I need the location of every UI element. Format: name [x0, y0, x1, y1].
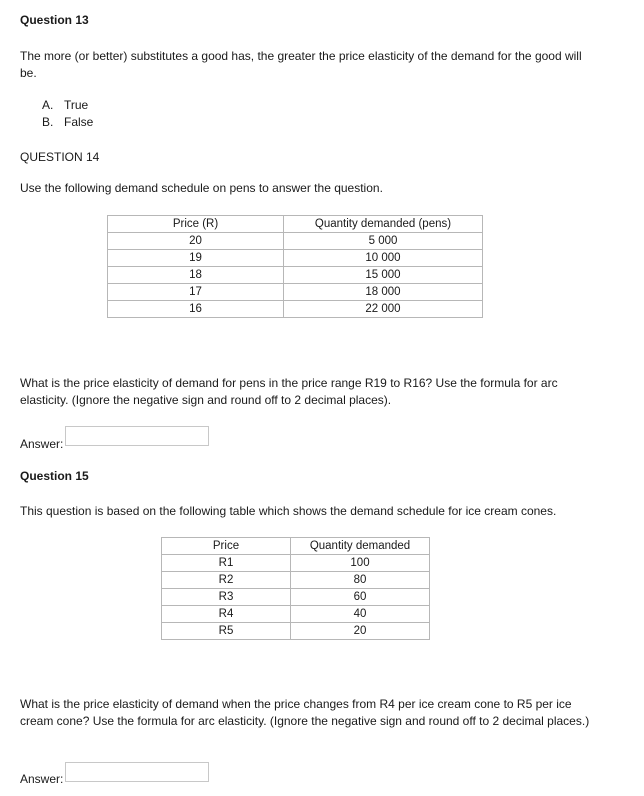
table-row [162, 606, 430, 623]
column-header-price: Price [162, 538, 291, 555]
table-row [108, 250, 483, 267]
table-cell: 18 [108, 267, 284, 284]
option-b-label: False [64, 115, 94, 129]
table-cell: 16 [108, 301, 284, 318]
table-cell: 20 [108, 233, 284, 250]
answer-input-14[interactable] [65, 426, 209, 446]
table-cell: 22 000 [284, 301, 483, 318]
option-b-letter: B. [42, 115, 54, 129]
column-header-price: Price (R) [108, 216, 284, 233]
table-cell: 15 000 [284, 267, 483, 284]
table-row [162, 555, 430, 572]
table-header-row [108, 216, 483, 233]
table-cell: 18 000 [284, 284, 483, 301]
question-14-text: What is the price elasticity of demand for pens in the price range R19 to R16? Use the formula for arc elasticity. (Ignore the negative sign and round off to 2 decimal places). [20, 376, 558, 407]
option-a-label: True [64, 98, 89, 112]
column-header-quantity: Quantity demanded (pens) [284, 216, 483, 233]
table-cell: 100 [291, 555, 430, 572]
question-13-text: The more (or better) substitutes a good has, the greater the price elasticity of the demand for the good will be. [20, 49, 582, 80]
table-row [108, 233, 483, 250]
column-header-quantity: Quantity demanded [291, 538, 430, 555]
answer-label-15: Answer: [20, 772, 64, 786]
table-row [162, 623, 430, 640]
table-cell: 10 000 [284, 250, 483, 267]
table-header-row [162, 538, 430, 555]
question-15-text: What is the price elasticity of demand when the price changes from R4 per ice cream cone to R5 per ice cream cone? Use the formula for arc elasticity. (Ignore the negative sign and round off to 2 decimal places.) [20, 697, 590, 728]
table-cell: R4 [162, 606, 291, 623]
table-cell: 80 [291, 572, 430, 589]
answer-label-14: Answer: [20, 437, 64, 451]
table-cell: R2 [162, 572, 291, 589]
table-row [162, 589, 430, 606]
table-cell: 17 [108, 284, 284, 301]
question-14-title: QUESTION 14 [20, 150, 100, 164]
table-row [108, 284, 483, 301]
option-a[interactable] [42, 98, 88, 112]
table-row [108, 267, 483, 284]
table-cell: 20 [291, 623, 430, 640]
table-row [108, 301, 483, 318]
table-cell: R3 [162, 589, 291, 606]
option-b[interactable] [42, 115, 93, 129]
table-cell: R5 [162, 623, 291, 640]
table-cell: 60 [291, 589, 430, 606]
ice-cream-demand-table [161, 537, 430, 640]
table-cell: 19 [108, 250, 284, 267]
answer-input-15[interactable] [65, 762, 209, 782]
question-15-title: Question 15 [20, 469, 89, 483]
option-a-letter: A. [42, 98, 54, 112]
question-15-intro: This question is based on the following table which shows the demand schedule for ice cream cones. [20, 504, 557, 518]
question-13-title: Question 13 [20, 13, 89, 27]
table-row [162, 572, 430, 589]
table-cell: 40 [291, 606, 430, 623]
table-cell: 5 000 [284, 233, 483, 250]
pens-demand-table [107, 215, 483, 318]
question-14-intro: Use the following demand schedule on pens to answer the question. [20, 181, 383, 195]
table-cell: R1 [162, 555, 291, 572]
